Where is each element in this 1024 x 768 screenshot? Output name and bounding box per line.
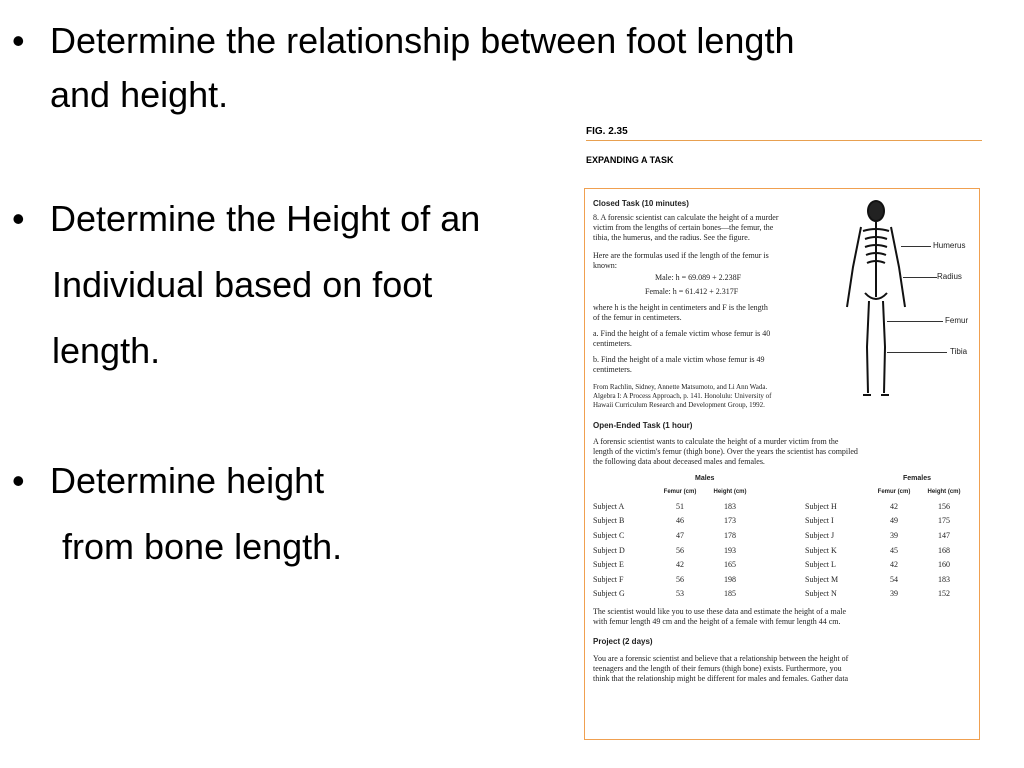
table-row [803, 500, 969, 515]
table-cell: 160 [938, 560, 950, 570]
text-line: The scientist would like you to use these data and estimate the height of a male [593, 607, 847, 616]
table-cell: 53 [676, 589, 684, 599]
bullet-3 [12, 448, 324, 514]
table-header-row [803, 485, 969, 500]
table-cell: 51 [676, 501, 684, 511]
table-cell: Subject N [805, 589, 837, 599]
table-row [803, 529, 969, 544]
project-p1 [593, 654, 977, 684]
females-label: Females [903, 475, 932, 482]
table-cell: Subject K [805, 545, 837, 555]
bullet-1-line-1: Determine the relationship between foot length [50, 20, 795, 61]
text-line: think that the relationship might be different for males and females. Gather data [593, 674, 849, 683]
table-row [591, 529, 755, 544]
bullet-dot: • [12, 460, 25, 501]
table-cell [803, 485, 869, 500]
table-cell: 165 [724, 560, 736, 570]
table-cell [591, 485, 655, 500]
text-line: A forensic scientist wants to calculate the height of a murder victim from the [593, 437, 839, 446]
text-line: where h is the height in centimeters and F is the length [593, 303, 768, 312]
humerus-leader [901, 246, 931, 247]
bullet-3-line-1: Determine height [50, 460, 325, 501]
bullet-2 [12, 186, 480, 252]
text-line: a. Find the height of a female victim whose femur is 40 [593, 329, 771, 338]
table-row [803, 558, 969, 573]
table-row [591, 587, 755, 602]
text-line: Hawaii Curriculum Research and Development Group, 1992. [593, 401, 765, 409]
table-cell: 193 [724, 545, 736, 555]
table-cell: Subject B [593, 516, 625, 526]
text-line: Algebra I: A Process Approach, p. 141. Honolulu: University of [593, 392, 772, 400]
table-cell: Subject J [805, 531, 835, 541]
table-cell: 42 [676, 560, 684, 570]
text-line: teenagers and the length of their femurs (thigh bone) exists. Furthermore, you [593, 664, 842, 673]
label-femur: Femur [945, 316, 969, 325]
closed-task-heading: Closed Task (10 minutes) [593, 199, 689, 208]
table-cell: 152 [938, 589, 950, 599]
table-cell: 147 [938, 531, 950, 541]
bullet-1-line-2: and height. [50, 74, 229, 115]
question-a [593, 329, 770, 349]
table-cell: 39 [890, 589, 898, 599]
bullet-2-line-3: length. [52, 330, 161, 371]
table-row [591, 514, 755, 529]
radius-leader [903, 277, 937, 278]
label-radius: Radius [937, 272, 962, 281]
table-row [591, 543, 755, 558]
table-cell: 183 [724, 501, 736, 511]
table-cell: 56 [676, 574, 684, 584]
table-cell: 56 [676, 545, 684, 555]
table-row [803, 573, 969, 588]
table-row [803, 514, 969, 529]
table-cell: 183 [938, 574, 950, 584]
closed-task-p2 [593, 251, 769, 271]
table-cell: 45 [890, 545, 898, 555]
table-row [803, 587, 969, 602]
table-cell: 185 [724, 589, 736, 599]
bullet-2-line-1: Determine the Height of an [50, 198, 481, 239]
table-cell: 47 [676, 531, 684, 541]
project-heading: Project (2 days) [593, 637, 653, 646]
table-cell: 168 [938, 545, 950, 555]
source-citation [593, 383, 771, 410]
closed-task-p3 [593, 303, 768, 323]
table-cell: Subject M [805, 574, 839, 584]
table-cell: 178 [724, 531, 736, 541]
tibia-leader [887, 352, 947, 353]
table-cell: 173 [724, 516, 736, 526]
table-cell: 49 [890, 516, 898, 526]
table-cell: Subject H [805, 501, 837, 511]
table-cell: 156 [938, 501, 950, 511]
text-line: of the femur in centimeters. [593, 313, 682, 322]
figure-title: EXPANDING A TASK [586, 155, 674, 165]
text-line: From Rachlin, Sidney, Annette Matsumoto, and Li Ann Wada. [593, 383, 768, 391]
open-task-p1 [593, 437, 977, 467]
table-cell: Subject D [593, 545, 625, 555]
table-row [803, 543, 969, 558]
text-line: known: [593, 261, 617, 270]
text-line: victim from the lengths of certain bones—the femur, the [593, 223, 774, 232]
table-cell: 175 [938, 516, 950, 526]
label-tibia: Tibia [950, 347, 968, 356]
table-cell: Subject G [593, 589, 625, 599]
text-line: b. Find the height of a male victim whose femur is 49 [593, 355, 765, 364]
bullet-dot: • [12, 198, 25, 239]
bullet-3-line-2: from bone length. [62, 526, 343, 567]
table-cell: 198 [724, 574, 736, 584]
table-cell: Subject C [593, 531, 625, 541]
table-cell: 39 [890, 531, 898, 541]
femur-leader [887, 321, 943, 322]
text-line: the following data about deceased males and females. [593, 457, 765, 466]
closed-task-p1 [593, 213, 825, 243]
table-cell: Subject E [593, 560, 624, 570]
question-b [593, 355, 765, 375]
table-row [591, 500, 755, 515]
table-cell: 42 [890, 560, 898, 570]
text-line: 8. A forensic scientist can calculate the height of a murder [593, 213, 779, 222]
males-table [591, 485, 755, 602]
table-cell: Subject L [805, 560, 836, 570]
task-box [584, 188, 980, 740]
text-line: You are a forensic scientist and believe that a relationship between the height of [593, 654, 849, 663]
table-cell: Subject F [593, 574, 624, 584]
label-humerus: Humerus [933, 241, 966, 250]
col-femur: Femur (cm) [663, 489, 697, 496]
text-line: centimeters. [593, 365, 632, 374]
skeleton-icon [841, 197, 911, 402]
text-line: Here are the formulas used if the length of the femur is [593, 251, 769, 260]
table-cell: 42 [890, 501, 898, 511]
col-height: Height (cm) [927, 489, 961, 496]
table-header-row [591, 485, 755, 500]
open-task-p2 [593, 607, 977, 627]
table-cell: Subject I [805, 516, 834, 526]
col-femur: Femur (cm) [877, 489, 911, 496]
text-line: with femur length 49 cm and the height of a female with femur length 44 cm. [593, 617, 841, 626]
male-formula: Male: h = 69.089 + 2.238F [655, 273, 742, 282]
female-formula: Female: h = 61.412 + 2.317F [645, 287, 739, 296]
text-line: length of the victim's femur (thigh bone). Over the years the scientist has compiled [593, 447, 858, 456]
figure-expanding-task [572, 118, 984, 743]
open-task-heading: Open-Ended Task (1 hour) [593, 421, 693, 430]
text-line: tibia, the humerus, and the radius. See the figure. [593, 233, 750, 242]
table-cell: 46 [676, 516, 684, 526]
table-row [591, 558, 755, 573]
females-table [803, 485, 969, 602]
table-cell: 54 [890, 574, 898, 584]
figure-divider [586, 140, 982, 141]
bullet-2-line-2: Individual based on foot [52, 264, 433, 305]
bullet-dot: • [12, 20, 25, 61]
figure-number: FIG. 2.35 [586, 126, 628, 137]
males-label: Males [695, 475, 715, 482]
table-row [591, 573, 755, 588]
text-line: centimeters. [593, 339, 632, 348]
table-cell: Subject A [593, 501, 625, 511]
col-height: Height (cm) [713, 489, 747, 496]
